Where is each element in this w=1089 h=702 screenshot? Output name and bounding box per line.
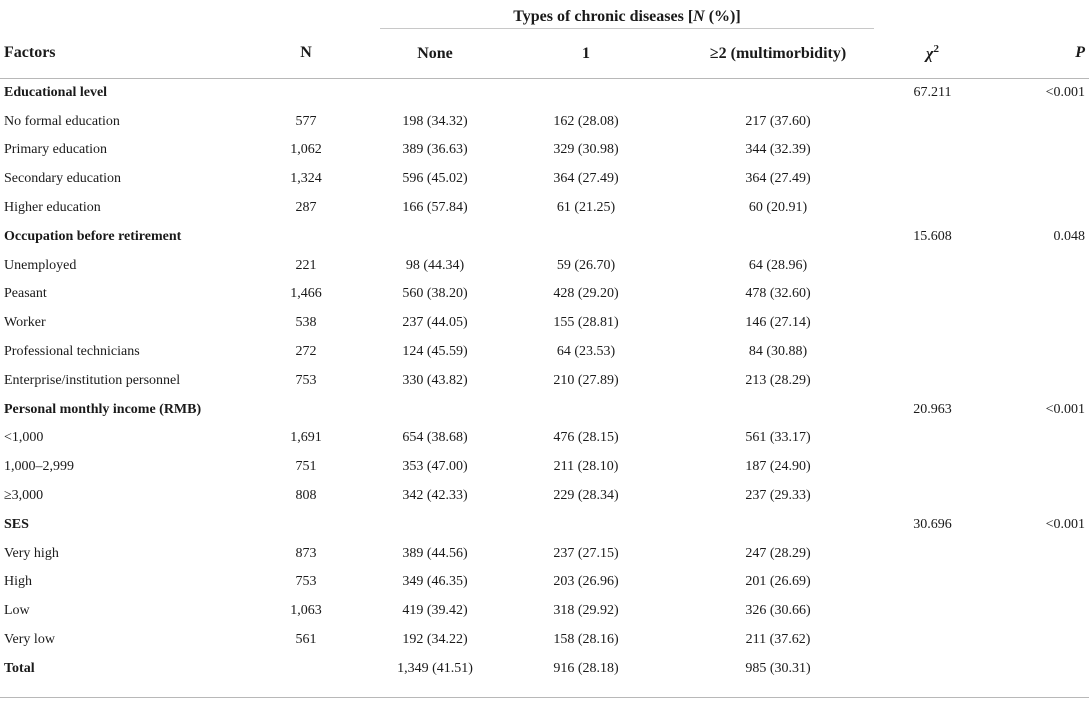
cell-chi-square: 67.211 <box>913 85 952 101</box>
cell-p <box>991 482 1089 511</box>
cell-n: 272 <box>295 344 317 360</box>
cell-one: 211 (28.10) <box>553 459 619 475</box>
cell-chi-square <box>874 338 991 367</box>
cell-chi-square <box>874 654 991 683</box>
cell-p <box>991 309 1089 338</box>
cell-factor: SES <box>4 516 29 532</box>
cell-none: 237 (44.05) <box>402 315 468 331</box>
table-row <box>0 626 1089 655</box>
cell-none: 98 (44.34) <box>405 257 465 273</box>
cell-p <box>991 251 1089 280</box>
cell-none: 192 (34.22) <box>402 632 468 648</box>
cell-factor: Higher education <box>4 200 101 216</box>
cell-chi-square <box>874 424 991 453</box>
cell-none: 389 (44.56) <box>402 545 468 561</box>
cell-n: 873 <box>295 545 317 561</box>
cell-none: 166 (57.84) <box>402 200 468 216</box>
cell-n: 1,691 <box>290 430 322 446</box>
cell-factor: Very low <box>4 632 55 648</box>
table-row <box>0 597 1089 626</box>
cell-one: 210 (27.89) <box>553 372 619 388</box>
cell-one: 203 (26.96) <box>553 574 619 590</box>
cell-multimorbidity: 146 (27.14) <box>745 315 811 331</box>
cell-factor: Low <box>4 603 30 619</box>
cell-one <box>490 510 682 539</box>
cell-multimorbidity <box>682 222 874 251</box>
cell-one: 59 (26.70) <box>556 257 616 273</box>
cell-chi-square <box>874 568 991 597</box>
section-row <box>0 222 1089 251</box>
cell-multimorbidity: 213 (28.29) <box>745 372 811 388</box>
cell-factor: <1,000 <box>4 430 44 446</box>
cell-chi-square <box>874 280 991 309</box>
cell-multimorbidity <box>682 510 874 539</box>
bottom-rule <box>0 697 1089 698</box>
cell-p <box>991 165 1089 194</box>
cell-n: 751 <box>295 459 317 475</box>
cell-n: 753 <box>295 372 317 388</box>
cell-none: 330 (43.82) <box>402 372 468 388</box>
cell-chi-square <box>874 482 991 511</box>
cell-multimorbidity: 201 (26.69) <box>745 574 811 590</box>
cell-chi-square <box>874 453 991 482</box>
cell-multimorbidity: 187 (24.90) <box>745 459 811 475</box>
table-row <box>0 251 1089 280</box>
cell-n: 538 <box>295 315 317 331</box>
cell-p <box>991 539 1089 568</box>
cell-p <box>991 136 1089 165</box>
cell-chi-square: 20.963 <box>913 401 952 417</box>
cell-multimorbidity: 60 (20.91) <box>748 200 808 216</box>
cell-factor: Worker <box>4 315 46 331</box>
cell-multimorbidity: 237 (29.33) <box>745 488 811 504</box>
cell-p <box>991 338 1089 367</box>
table-row <box>0 366 1089 395</box>
cell-chi-square <box>874 597 991 626</box>
cell-p <box>991 626 1089 655</box>
cell-p: <0.001 <box>1045 85 1086 101</box>
cell-n: 753 <box>295 574 317 590</box>
cell-one: 364 (27.49) <box>553 171 619 187</box>
cell-one: 155 (28.81) <box>553 315 619 331</box>
cell-factor: No formal education <box>4 113 120 129</box>
cell-none: 349 (46.35) <box>402 574 468 590</box>
cell-none: 198 (34.32) <box>402 113 468 129</box>
cell-n: 1,324 <box>290 171 322 187</box>
cell-none: 389 (36.63) <box>402 142 468 158</box>
cell-none: 654 (38.68) <box>402 430 468 446</box>
cell-one: 237 (27.15) <box>553 545 619 561</box>
cell-multimorbidity: 64 (28.96) <box>748 257 808 273</box>
cell-chi-square: 30.696 <box>913 516 952 532</box>
column-header-row <box>0 29 1089 79</box>
cell-none <box>380 395 490 424</box>
cell-factor: Professional technicians <box>4 344 140 360</box>
table-row <box>0 482 1089 511</box>
cell-n: 808 <box>295 488 317 504</box>
table-row <box>0 568 1089 597</box>
table-header <box>0 0 1089 79</box>
table-row <box>0 280 1089 309</box>
header-p: P <box>1075 44 1086 62</box>
cell-multimorbidity: 344 (32.39) <box>745 142 811 158</box>
group-header-row <box>0 0 1089 29</box>
cell-p <box>991 194 1089 223</box>
cell-chi-square <box>874 136 991 165</box>
group-title: Types of chronic diseases [N (%)] <box>380 0 874 29</box>
table-body <box>0 79 1089 684</box>
cell-none: 419 (39.42) <box>402 603 468 619</box>
cell-multimorbidity: 561 (33.17) <box>745 430 811 446</box>
cell-chi-square <box>874 539 991 568</box>
cell-n: 287 <box>295 200 317 216</box>
cell-multimorbidity: 247 (28.29) <box>745 545 811 561</box>
total-row <box>0 654 1089 683</box>
cell-factor: Enterprise/institution personnel <box>4 372 181 388</box>
cell-one <box>490 222 682 251</box>
table-row <box>0 309 1089 338</box>
cell-n <box>232 79 380 108</box>
table-row <box>0 107 1089 136</box>
cell-one: 162 (28.08) <box>553 113 619 129</box>
cell-p <box>991 654 1089 683</box>
cell-chi-square <box>874 309 991 338</box>
cell-n: 561 <box>295 632 317 648</box>
cell-p <box>991 107 1089 136</box>
cell-none: 596 (45.02) <box>402 171 468 187</box>
cell-factor: Occupation before retirement <box>4 228 182 244</box>
cell-factor: ≥3,000 <box>4 488 44 504</box>
table-row <box>0 136 1089 165</box>
cell-one: 318 (29.92) <box>553 603 619 619</box>
header-none: None <box>417 44 453 62</box>
cell-p <box>991 424 1089 453</box>
cell-one <box>490 395 682 424</box>
cell-one: 428 (29.20) <box>553 286 619 302</box>
section-row <box>0 79 1089 108</box>
cell-none: 342 (42.33) <box>402 488 468 504</box>
cell-p <box>991 453 1089 482</box>
cell-multimorbidity <box>682 395 874 424</box>
cell-none <box>380 79 490 108</box>
cell-none: 353 (47.00) <box>402 459 468 475</box>
cell-none: 560 (38.20) <box>402 286 468 302</box>
cell-one: 916 (28.18) <box>553 660 619 676</box>
section-row <box>0 510 1089 539</box>
cell-n: 1,062 <box>290 142 322 158</box>
cell-factor: Total <box>4 660 35 676</box>
table-row <box>0 194 1089 223</box>
cell-none <box>380 222 490 251</box>
cell-chi-square <box>874 194 991 223</box>
cell-none: 1,349 (41.51) <box>397 660 473 676</box>
cell-p <box>991 366 1089 395</box>
cell-one: 61 (21.25) <box>556 200 616 216</box>
cell-one <box>490 79 682 108</box>
cell-multimorbidity <box>682 79 874 108</box>
cell-one: 158 (28.16) <box>553 632 619 648</box>
cell-chi-square <box>874 107 991 136</box>
cell-chi-square <box>874 165 991 194</box>
cell-p <box>991 280 1089 309</box>
cell-chi-square: 15.608 <box>913 228 952 244</box>
cell-factor: Primary education <box>4 142 108 158</box>
header-one: 1 <box>582 44 590 62</box>
cell-multimorbidity: 84 (30.88) <box>748 344 808 360</box>
cell-factor: High <box>4 574 32 590</box>
cell-p: <0.001 <box>1045 516 1086 532</box>
cell-n <box>232 395 380 424</box>
cell-factor: Educational level <box>4 85 108 101</box>
cell-factor: 1,000–2,999 <box>4 459 74 475</box>
cell-multimorbidity: 217 (37.60) <box>745 113 811 129</box>
header-multimorbidity: ≥2 (multimorbidity) <box>709 44 847 62</box>
cell-n: 1,063 <box>290 603 322 619</box>
table-row <box>0 453 1089 482</box>
section-row <box>0 395 1089 424</box>
cell-p <box>991 597 1089 626</box>
cell-chi-square <box>874 626 991 655</box>
cell-factor: Personal monthly income (RMB) <box>4 401 202 417</box>
table-row <box>0 165 1089 194</box>
cell-multimorbidity: 985 (30.31) <box>745 660 811 676</box>
cell-n: 221 <box>295 257 317 273</box>
cell-none <box>380 510 490 539</box>
cell-multimorbidity: 211 (37.62) <box>745 632 811 648</box>
cell-multimorbidity: 364 (27.49) <box>745 171 811 187</box>
cell-one: 329 (30.98) <box>553 142 619 158</box>
cell-n <box>232 222 380 251</box>
cell-one: 476 (28.15) <box>553 430 619 446</box>
header-factors: Factors <box>4 44 56 62</box>
cell-factor: Secondary education <box>4 171 122 187</box>
cell-chi-square <box>874 366 991 395</box>
cell-factor: Very high <box>4 545 59 561</box>
cell-p <box>991 568 1089 597</box>
cell-factor: Peasant <box>4 286 47 302</box>
header-chi-square: $\chi^2$ <box>926 43 939 63</box>
cell-n: 1,466 <box>290 286 322 302</box>
cell-n <box>232 510 380 539</box>
cell-one: 229 (28.34) <box>553 488 619 504</box>
table-row <box>0 338 1089 367</box>
cell-none: 124 (45.59) <box>402 344 468 360</box>
cell-p: <0.001 <box>1045 401 1086 417</box>
cell-chi-square <box>874 251 991 280</box>
cell-n: 577 <box>295 113 317 129</box>
cell-multimorbidity: 326 (30.66) <box>745 603 811 619</box>
cell-p: 0.048 <box>1053 228 1086 244</box>
cell-n <box>232 654 380 683</box>
cell-one: 64 (23.53) <box>556 344 616 360</box>
header-n: N <box>300 44 312 62</box>
cell-factor: Unemployed <box>4 257 77 273</box>
cell-multimorbidity: 478 (32.60) <box>745 286 811 302</box>
table-row <box>0 424 1089 453</box>
table-row <box>0 539 1089 568</box>
